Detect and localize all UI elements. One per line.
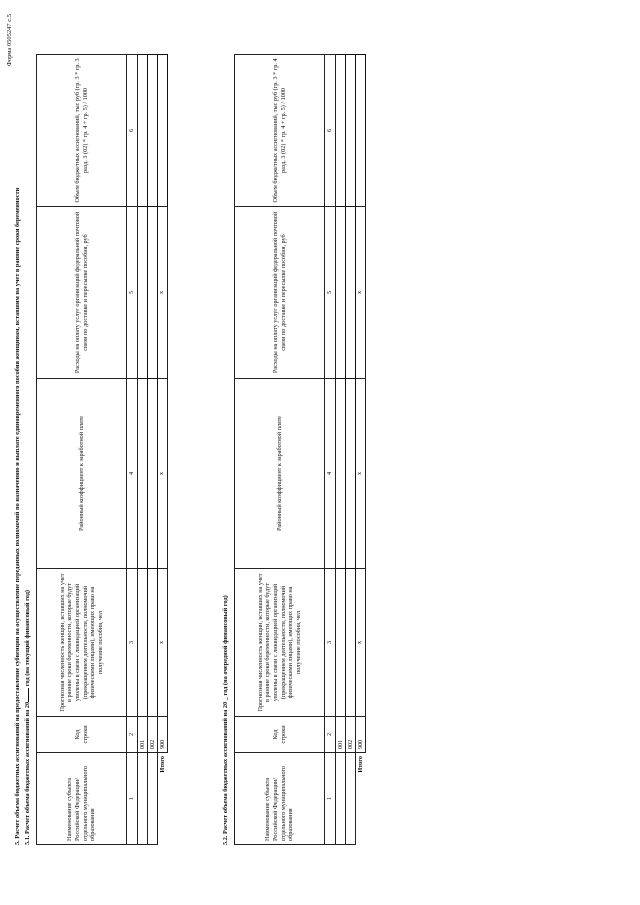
total-label: Итого <box>158 753 168 845</box>
input-cell[interactable] <box>336 55 346 207</box>
header-postal-expenses: Расходы на оплату услуг организаций федеральной почтовой связи по доставке и пересылке пособия, руб <box>235 207 325 379</box>
input-cell[interactable] <box>346 207 356 379</box>
total-input-cell[interactable] <box>356 55 366 207</box>
header-women-count: Прогнозная численность женщин, вставших на учет в ранние сроки беременности, которые будут уволены в связи с ликвидацией организаций (прекращением деятельности, полномочий физическими лицами), имеющих право на получение пособия, чел <box>235 569 325 717</box>
table2-title: 5.2. Расчет объема бюджетных ассигнований на 20 _ год (на очередной финансовый год) <box>222 595 229 845</box>
input-cell[interactable] <box>148 207 158 379</box>
budget-table-current-year <box>36 54 168 845</box>
input-cell[interactable] <box>336 569 346 717</box>
input-cell[interactable] <box>138 55 148 207</box>
col-number: 1 <box>325 753 336 845</box>
col-number: 6 <box>127 55 138 207</box>
col-number: 2 <box>127 717 138 753</box>
total-code: 900 <box>158 717 168 753</box>
col-number: 1 <box>127 753 138 845</box>
header-regional-coefficient: Районный коэффициент к заработной плате <box>37 379 127 569</box>
input-cell[interactable] <box>138 569 148 717</box>
budget-table-next-year <box>234 54 366 845</box>
table-row <box>148 55 158 845</box>
col-number: 2 <box>325 717 336 753</box>
header-budget-volume: Объем бюджетных ассигнований, тыс руб (гр. 3 * гр. 4 разд. 3 (02) * гр. 4 + гр. 5) / 1000 <box>235 55 325 207</box>
section-title: 5. Расчет объема бюджетных ассигнований на предоставление субвенции на осуществление переданных полномочий по назначению и выплате единовременного пособия женщинам, вставшим на учет в ранние сроки беременности <box>14 187 21 845</box>
x-mark: x <box>356 569 366 717</box>
input-cell[interactable] <box>346 379 356 569</box>
input-cell[interactable] <box>336 379 346 569</box>
col-number: 6 <box>325 55 336 207</box>
table1-title-prefix: 5.1. Расчет объема бюджетных ассигнований на 20 <box>24 701 31 845</box>
subject-cell <box>346 753 356 845</box>
row-code: 001 <box>138 717 148 753</box>
header-regional-coefficient: Районный коэффициент к заработной плате <box>235 379 325 569</box>
row-code: 002 <box>346 717 356 753</box>
row-code: 002 <box>148 717 158 753</box>
input-cell[interactable] <box>138 207 148 379</box>
table1-title <box>24 590 31 845</box>
column-number-row <box>127 55 138 845</box>
x-mark: x <box>158 207 168 379</box>
input-cell[interactable] <box>148 569 158 717</box>
total-row <box>158 55 168 845</box>
input-cell[interactable] <box>138 379 148 569</box>
table-header-row <box>235 55 325 845</box>
header-women-count: Прогнозная численность женщин, вставших на учет в ранние сроки беременности, которые будут уволены в связи с ликвидацией организаций (прекращением деятельности, полномочий физическими лицами), имеющих право на получение пособия, чел <box>37 569 127 717</box>
column-number-row <box>325 55 336 845</box>
row-code: 001 <box>336 717 346 753</box>
col-number: 4 <box>127 379 138 569</box>
header-postal-expenses: Расходы на оплату услуг организаций федеральной почтовой связи по доставке и пересылке пособия, руб <box>37 207 127 379</box>
form-code: Форма 0505247 с.5 <box>6 14 13 67</box>
x-mark: x <box>158 379 168 569</box>
col-number: 4 <box>325 379 336 569</box>
header-row-code: Код строки <box>235 717 325 753</box>
header-row-code: Код строки <box>37 717 127 753</box>
input-cell[interactable] <box>346 569 356 717</box>
input-cell[interactable] <box>148 55 158 207</box>
col-number: 5 <box>127 207 138 379</box>
col-number: 3 <box>127 569 138 717</box>
total-input-cell[interactable] <box>158 55 168 207</box>
x-mark: x <box>356 379 366 569</box>
table-row <box>138 55 148 845</box>
subject-cell <box>336 753 346 845</box>
x-mark: x <box>356 207 366 379</box>
total-code: 900 <box>356 717 366 753</box>
input-cell[interactable] <box>346 55 356 207</box>
table-row <box>346 55 356 845</box>
table-header-row <box>37 55 127 845</box>
header-subject-name: Наименование субъекта Российской Федерации/ отдельного муниципального образования <box>37 753 127 845</box>
header-subject-name: Наименование субъекта Российской Федерации/ отдельного муниципального образования <box>235 753 325 845</box>
subject-cell <box>138 753 148 845</box>
col-number: 3 <box>325 569 336 717</box>
year-blank <box>28 688 29 702</box>
subject-cell <box>148 753 158 845</box>
total-row <box>356 55 366 845</box>
x-mark: x <box>158 569 168 717</box>
table1-title-suffix: год (на текущий финансовый год) <box>24 589 31 687</box>
total-label: Итого <box>356 753 366 845</box>
input-cell[interactable] <box>148 379 158 569</box>
table-row <box>336 55 346 845</box>
input-cell[interactable] <box>336 207 346 379</box>
header-budget-volume: Объем бюджетных ассигнований, тыс руб (гр. 3 * гр. 3 разд. 3 (02) * гр. 4 + гр. 5) / 1000 <box>37 55 127 207</box>
col-number: 5 <box>325 207 336 379</box>
